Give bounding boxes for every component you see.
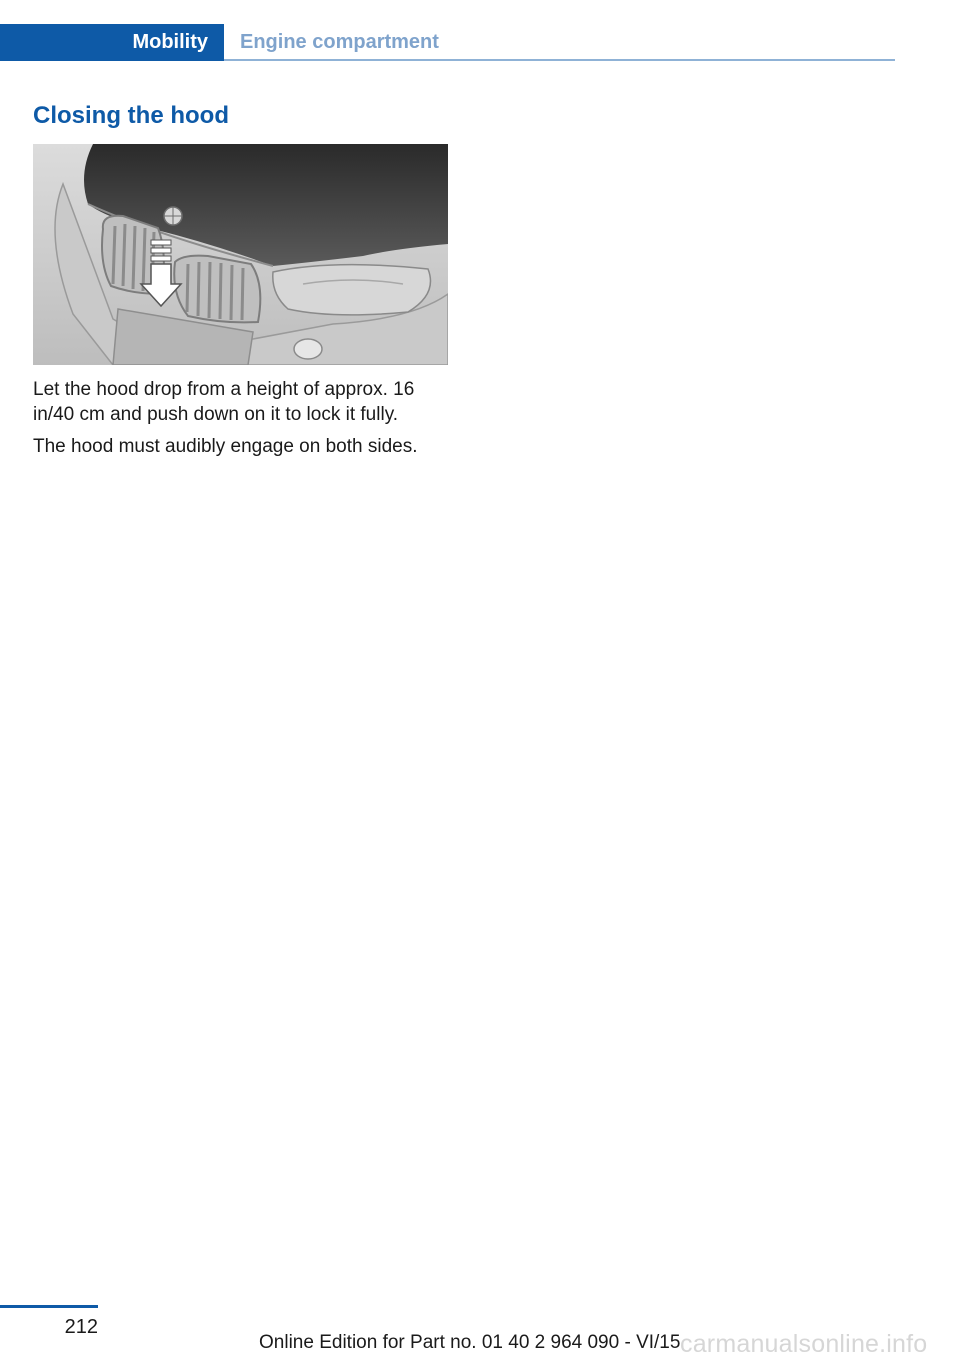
watermark: carmanualsonline.info	[680, 1330, 928, 1358]
note-paragraph: The hood must audibly engage on both sides.	[33, 436, 418, 457]
page-number: 212	[64, 1316, 98, 1338]
chapter-tab-engine-compartment[interactable]: Engine compartment	[240, 31, 439, 53]
page-header	[0, 24, 895, 62]
car-front-hood-closing-illustration	[33, 144, 448, 365]
footer-divider	[0, 1305, 98, 1308]
header-divider	[224, 59, 895, 61]
instruction-paragraph: Let the hood drop from a height of approx. 16 in/40 cm and push down on it to lock it fully.	[33, 379, 415, 425]
edition-note: Online Edition for Part no. 01 40 2 964 090 - VI/15	[259, 1332, 681, 1353]
section-tab-mobility[interactable]: Mobility	[0, 24, 224, 61]
page-title: Closing the hood	[33, 102, 229, 129]
